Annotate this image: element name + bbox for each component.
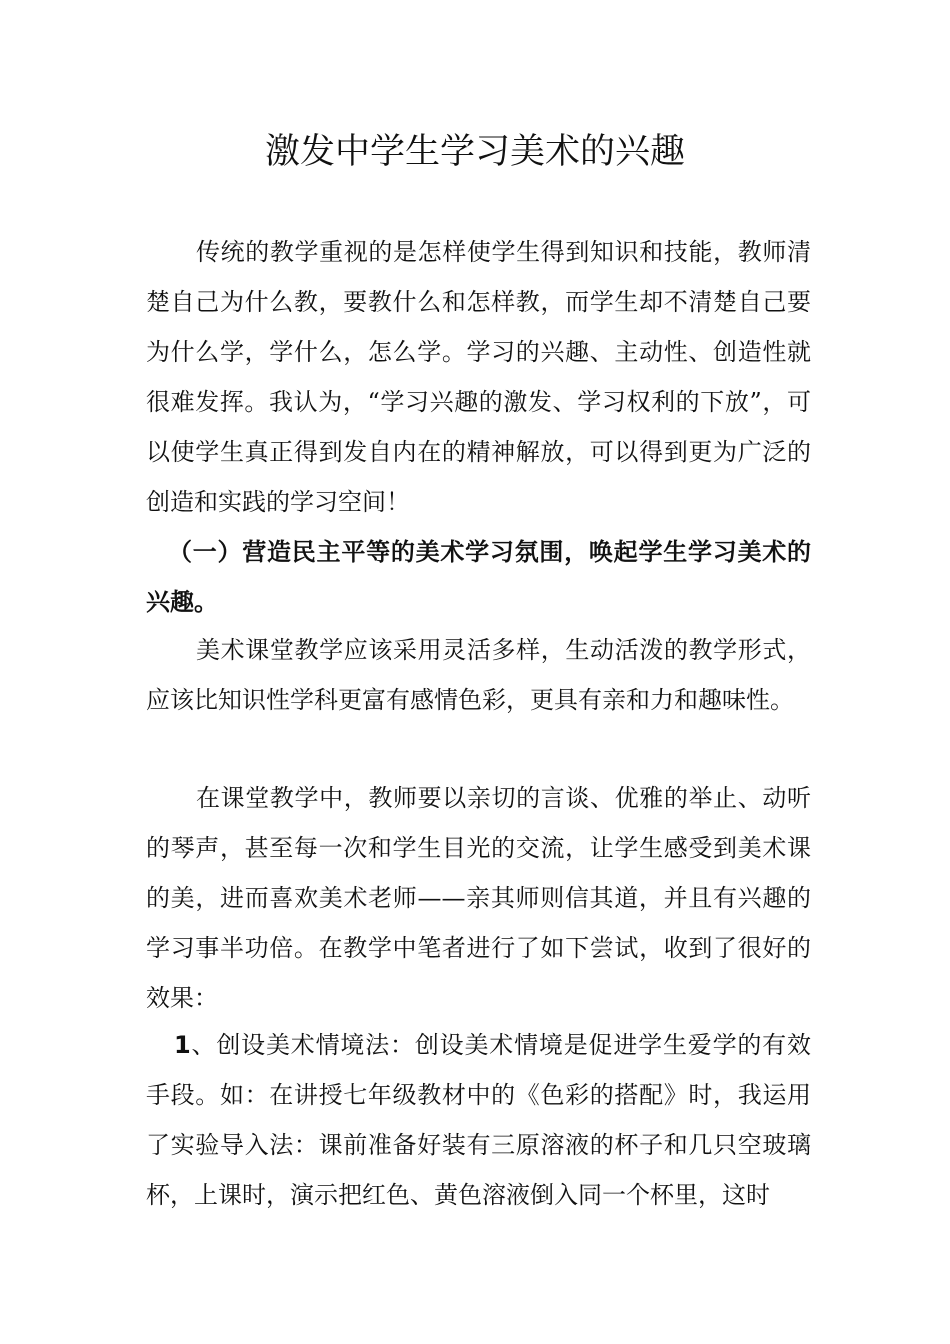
section-heading-1: （一）营造民主平等的美术学习氛围，唤起学生学习美术的兴趣。: [146, 538, 811, 616]
method-1-text: 、创设美术情境法：创设美术情境是促进学生爱学的有效手段。如：在讲授七年级教材中的《色彩的搭配》时，我运用了实验导入法：课前准备好装有三原溶液的杯子和几只空玻璃杯，上课时，演示把红色、黄色溶液倒入同一个杯里，这时: [146, 1031, 811, 1209]
document-title: 激发中学生学习美术的兴趣: [264, 132, 685, 172]
paragraph-intro: 传统的教学重视的是怎样使学生得到知识和技能，教师清楚自己为什么教，要教什么和怎样教，而学生却不清楚自己要为什么学，学什么，怎么学。学习的兴趣、主动性、创造性就很难发挥。我认为，“学习兴趣的激发、学习权利的下放”，可以使学生真正得到发自内在的精神解放，可以得到更为广泛的创造和实践的学习空间！: [146, 238, 811, 516]
paragraph-teaching-form: 美术课堂教学应该采用灵活多样，生动活泼的教学形式，应该比知识性学科更富有感情色彩，更具有亲和力和趣味性。: [146, 636, 811, 714]
paragraph-method-1: [146, 1020, 811, 1220]
paragraph-classroom: 在课堂教学中，教师要以亲切的言谈、优雅的举止、动听的琴声，甚至每一次和学生目光的交流，让学生感受到美术课的美，进而喜欢美术老师——亲其师则信其道，并且有兴趣的学习事半功倍。在教学中笔者进行了如下尝试，收到了很好的效果：: [146, 784, 811, 1012]
list-number: 1: [174, 1031, 191, 1059]
